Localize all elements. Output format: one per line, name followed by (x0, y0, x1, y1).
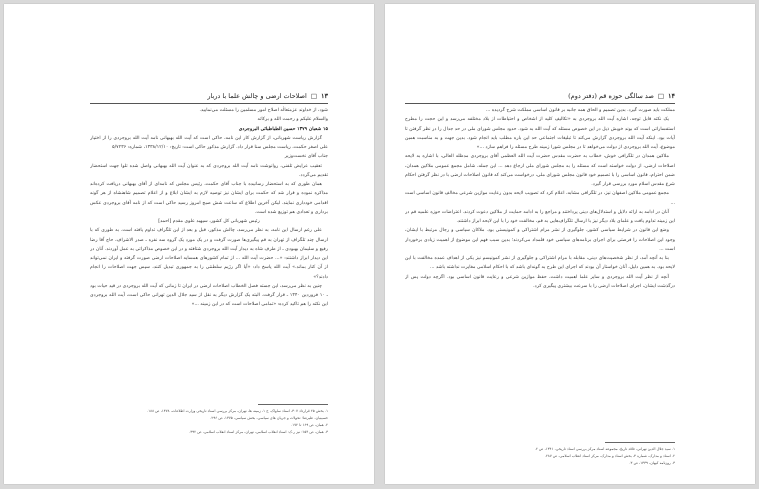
paragraph: یک نکته قابل توجه، اشاره آیت الله بروجردی به «تکالیف کلیه از اشخاص و احتیاطات از بلاد مختلفه می‌رسد و این حجت را مطرح استفساراتی است که بوند خویش ذیل در این خصوص مسئله که آیت الله به شود. حدود مجلس شورای ملی در حد جدال را در نظر گرفتن تا آیات بود. اینکه آیت الله بروجردی گزارش می‌کند تا تبلیغات اجتماعی حد این باره مطلب باید انجام شود. بدین جهت و به مناسبت همین موضوع، آیت الله بروجردی از دولت می‌خواهد تا در مجلس شورا زمینه طرح مسئله را فراهم سازد ...» (405, 117, 675, 150)
footnote-rule (605, 442, 675, 443)
page-number: ۱۳ (321, 92, 328, 100)
paragraph: چنین به نظر می‌رسد، این جسته فصل الخطاب اصلاحات ارضی در ایران تا زمانی که آیت الله بروجردی در قید حیات بود ـ ۱۰ فروردین ۱۳۴۰ ـ قرار گرفت. البته یک گزارش دیگر به نقل از سید جلال الدین تهرانی حاکی است، آیت الله بروجردی این نکته را هم تاکید کرده: «تمامی اصلاحات است که در این زمینه ...» (90, 283, 328, 308)
footnote: ۲. اسناد و مدارک، شماره ۳، بخش اسناد و مدارک، مرکز اسناد انقلاب اسلامی، ص ۲۸۷. (544, 454, 675, 458)
signature-line: ۱۵ شعبان ۱۳۷۹ حسین الطباطبائی البروجردی (238, 126, 328, 132)
footnote: ۲. همان، ص ۱۶۹ تا ۱۷۲. (291, 423, 328, 427)
box-glyph: □ (657, 92, 665, 100)
paragraph: علی رغم ارسال این نامه، به نظر می‌رسد، چالش مذکور، قبل و بعد از این تلگراف تداوم یافته است. به طوری که با ارسال چند تلگراف از تهران به قم پیگیری‌ها صورت گرفت و در یک مورد یک گروه سه نفره ـ صدر الاشراف، حاج آقا رضا رفیع و سلیمان بهبودی ـ از طرف شاه به دیدار آیت الله بروجردی شتافته و در این خصوص مذاکراتی به عمل آوردند. آنان در این دیدار ابراز داشتند: «... حضرت آیت الله ... از تمام کشورهای همسایه اصلاحات ارضی صورت گرفته و ایران نمی‌تواند از آن کنار بماند.» آیت الله پاسخ داد: «آیا اگر رژیم سلطنتی را به جمهوری تبدیل کنند، سپس جهت اصلاحات را انجام دادند؟» (90, 228, 328, 280)
footnotes (90, 408, 328, 458)
paragraph: بنا به آنچه آمد، از نظر شخصیت‌های دینی، مقابله با مرام اشتراکی و جلوگیری از نشر کمونیسم نیز یکی از اهداف عمده مخالفت با این لایحه بود. به همین دلیل، آنان خواستار آن بودند که اجرای این طرح به گونه‌ای باشد که با احکام اسلامی مغایرت نداشته باشد ... (405, 256, 675, 271)
header-rule (405, 103, 675, 104)
paragraph: وضع این قانون در شرایط سیاسی کشور، جلوگیری از نشر مرام اشتراکی و کمونیستی بود. ملاکان سیاسی و رجال مرتبط با ایشان، وجود این اصلاحات را فرصتی برای اجرای برنامه‌های سیاسی خود قلمداد می‌کردند؛ بدین سبب فهم این موضوع از اهمیت زیادی برخوردار است ... (405, 228, 675, 252)
paragraph: تعقیب عرایض تلفنی، روانوشت نامه آیت الله بروجردی که به عنوان آیت الله بهبهانی واصل شده تلوا جهت استحضار تقدیم می‌گردد. (90, 163, 328, 178)
paragraph: شود، از خداوند عزمتعالٰه اصلاح امور مسلمین را مسئلت می‌نمایید. (199, 108, 328, 113)
footnote: ۳. روزنامه کیهان، ۱۳۳۹، ص ۳. (629, 461, 675, 465)
paragraph: همان طوری که به استحضار رسانیده با جناب آقای حکمت، رئیس مجلس که نامه‌ای از آقای بهبهانی دریافت کرده‌اند مذاکره نموده و قرار شد که حکمت برای ایشان نیز توصیه لازم به ایشان ابلاغ و از اعلام تصمیم شاهنشاه از هر گونه اقدامی خودداری نمایند. لیکن آخرین اطلاع که ساعت شش صبح امروز رسید حاکی است که از نامه آقای بروجردی عکس برداری و تعدادی هم توزیع شده است. (90, 182, 328, 215)
running-title: صد سالگی حوزه قم (دفتر دوم) (568, 92, 654, 100)
running-title: اصلاحات ارضی و چالش علما با دربار (207, 92, 307, 100)
signature-line: رئیس شهربانی کل کشور، سپهبد علوی مقدم [احمد] (158, 219, 260, 224)
paragraph: مجمع عمومی ملاکین اصفهان نیز، در تلگرافی مشابه، اعلام کرد که تصویب لایحه بدون رعایت موازین شرعی مخالف قانون اساسی است ... (405, 191, 675, 206)
paragraph: والسلام علیکم و رحمت الله و برکاته (257, 117, 328, 123)
paragraph: ملاکین همدان در تلگرافی خوش، خطاب به حضرت مقدس حضرت آیت الله العظمی آقای بروجردی مدظله العالی، با اشاره به لایحه اصلاحات ارضی، از دولت خواسته است که مسئله را به مجلس شورای ملی ارجاع دهد ... این جمله، شامل مجمع عمومی ملاکین همدان، ضمن احترام، قانون اساسی را با تصمیم خود قانون مجلس شورای ملی، درخواست می‌کند که قانون اصلاحات ارضی با در نظر گرفتن احکام شرع مقدس اسلام مورد بررسی قرار گیرد. (405, 154, 675, 187)
running-header (90, 90, 328, 102)
body-text (405, 106, 675, 436)
footnote: حسینیان، علیرضا؛ تحولات و جریان های سیاسی، بخش سیاسی، ۱۳۷۵، ص ۲۹۶. (210, 416, 328, 420)
header-rule (90, 103, 328, 104)
box-glyph: □ (310, 92, 318, 100)
left-page (4, 4, 374, 484)
footnote: ۳. همان، ص ۱۵۴؛ نیز ر.ک: اسناد انقلاب اسلامی، تهران، مرکز اسناد انقلاب اسلامی، ص ۳۹۲. (189, 430, 328, 434)
footnote: ۱. بخش ۲۵ قرارداد ۳۰۷، اسناد ساواک، ج ۱، زمینه ها، تهران، مرکز بررسی اسناد تاریخی وزارت اطلاعات، ۱۳۷۸، ص ۱۸۸. (147, 409, 328, 413)
footnote-rule (258, 404, 328, 405)
paragraph: مملکت باید صورت گیرد. بدین تصمیم و الحاق همه جانبه بر قانون اساسی مملکت شرح گردیده ... (485, 108, 675, 113)
footnote: ۱. سید جلال الدین تهرانی، فاقد تاریخ، مجموعه اسناد مرکز بررسی اسناد تاریخی، ۱۳۴۱، ص ۲. (534, 447, 675, 451)
paragraph: آنچه از نظر آیت الله بروجردی و سایر علما اهمیت داشت، حفظ موازین شرعی و رعایت قانون اساسی بود. اگرچه دولت پس از درگذشت ایشان، اجرای اصلاحات ارضی را با سرعت بیشتری پیگیری کرد. (405, 274, 675, 289)
right-page (385, 4, 755, 484)
salutation: جناب آقای نخست‌وزیر (284, 154, 328, 160)
footnotes (405, 446, 675, 480)
paragraph: گزارش ریاست شهربانی، از گزارش کار این نامه، حاکی است که آیت الله بهبهانی نامه آیت الله بروجردی را از اختیار علی اصغر حکمت، ریاست مجلس سنا قرار داد. گزارش مذکور حاکی است: تاریخ: ۱۳۳۸/۱۲/۱۰، شماره: ۵/۷۲۳۶ (90, 135, 328, 150)
page-number: ۱۴ (668, 92, 675, 100)
body-text (90, 106, 328, 384)
running-header (405, 90, 675, 102)
paragraph: آنان در ادامه به ارائه دلایل و استدلال‌های دینی پرداختند و مراجع را به ادامه حمایت از ملاکین دعوت کردند. اعتراضات حوزه علمیه قم در این زمینه تداوم یافت و علمای بلاد دیگر نیز با ارسال تلگراف‌هایی به قم، مخالفت خود را با این لایحه ابراز داشتند. (405, 209, 675, 224)
